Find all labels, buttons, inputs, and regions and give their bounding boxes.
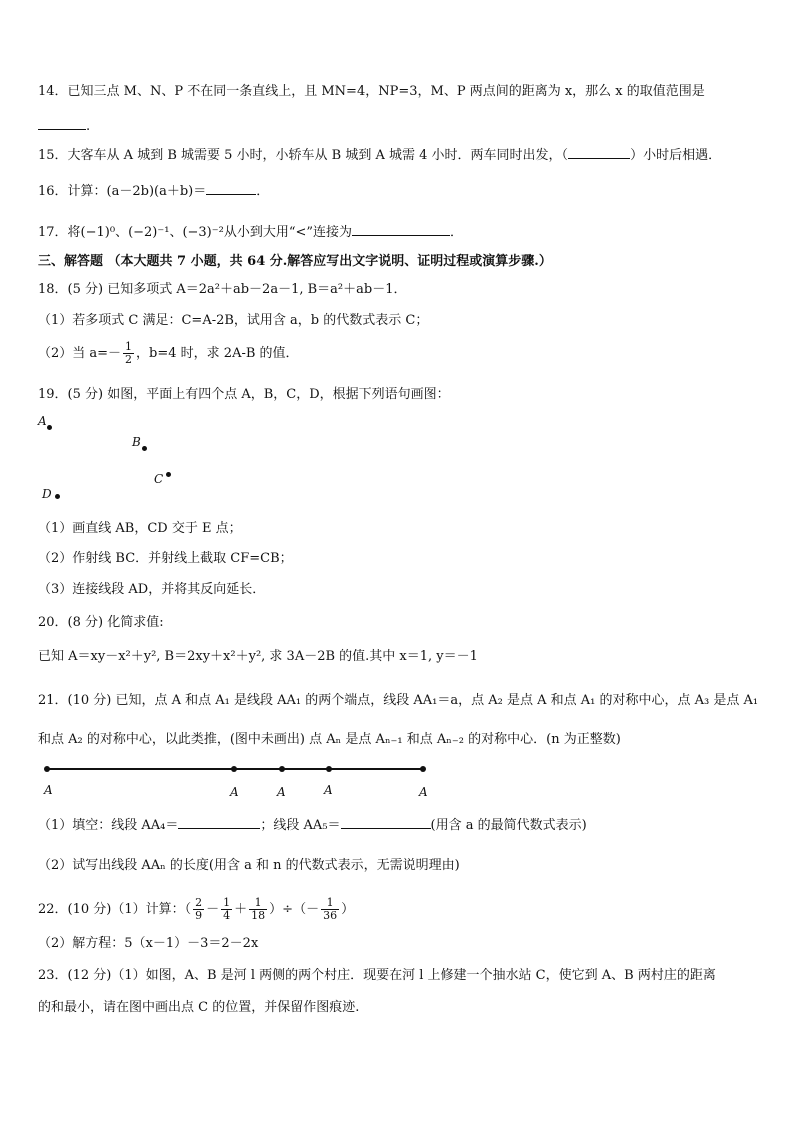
q22-op2: ＋ — [234, 902, 248, 917]
q22-op1: － — [206, 902, 220, 917]
seg-label-a: A — [44, 783, 53, 797]
q18-head: 18．(5 分) 已知多项式 A＝2a²＋ab－2a－1, B＝a²＋ab－1． — [38, 282, 407, 297]
q22-head: 22．(10 分)（1）计算：（ — [38, 902, 192, 917]
q22-mid: ）÷（－ — [269, 902, 320, 917]
q21-p1c: (用含 a 的最简代数式表示) — [430, 818, 587, 833]
segment-point-2 — [231, 766, 237, 772]
q18-p2b: ，b=4 时，求 2A-B 的值． — [136, 346, 299, 361]
q21-line1: 21．(10 分) 已知，点 A 和点 A₁ 是线段 AA₁ 的两个端点，线段 AA₁＝a，点 A₂ 是点 A 和点 A₁ 的对称中心，点 A₃ 是点 A₁ — [38, 693, 759, 708]
q21-part2: （2）试写出线段 AAₙ 的长度(用含 a 和 n 的代数式表示，无需说明理由) — [38, 858, 460, 873]
q22-part1 — [38, 897, 354, 922]
q21-aa5-blank[interactable] — [341, 816, 431, 829]
seg-label-3: A — [277, 785, 286, 799]
q21-line2: 和点 A₂ 的对称中心，以此类推，(图中未画出) 点 Aₙ 是点 Aₙ₋₁ 和点 Aₙ₋₂ 的对称中心．(n 为正整数) — [38, 732, 621, 747]
q20-body: 已知 A＝xy－x²＋y², B＝2xy＋x²＋y², 求 3A－2B 的值.其中 x＝1, y＝－1 — [38, 649, 478, 664]
q17-end: ． — [450, 225, 464, 240]
q22-close: ） — [341, 902, 355, 917]
q21-aa4-blank[interactable] — [178, 816, 260, 829]
section-3-heading: 三、解答题 （本大题共 7 小题，共 64 分.解答应写出文字说明、证明过程或演算步骤.） — [38, 254, 552, 269]
point-d-label: D — [42, 487, 52, 501]
point-a-label: A — [38, 414, 47, 428]
q18-p2a: （2）当 a=－ — [38, 346, 122, 361]
q19-part1: （1）画直线 AB，CD 交于 E 点； — [38, 521, 242, 536]
q14-end: . — [86, 119, 91, 134]
q16-end: ． — [256, 184, 270, 199]
q22-frac-2: $\frac{1}{4}$ — [223, 896, 231, 922]
seg-label-2: A — [230, 785, 239, 799]
q17-mid: 从小到大用“<”连接为 — [223, 225, 353, 240]
q16-text: 16．计算：(a－2b)(a＋b)＝ — [38, 184, 207, 199]
q21-p1a: （1）填空：线段 AA₄＝ — [38, 818, 179, 833]
q22-part2: （2）解方程：5（x－1）－3＝2－2x — [38, 936, 259, 951]
segment-point-3 — [279, 766, 285, 772]
q19-head: 19．(5 分) 如图，平面上有四个点 A，B，C，D，根据下列语句画图： — [38, 387, 450, 402]
segment-point-1 — [420, 766, 426, 772]
q22-frac-4: $\frac{1}{36}$ — [323, 896, 338, 922]
q19-part2: （2）作射线 BC．并射线上截取 CF=CB； — [38, 551, 293, 566]
q15-end: ）小时后相遇． — [630, 148, 722, 163]
q18-part1: （1）若多项式 C 满足：C=A-2B，试用含 a，b 的代数式表示 C； — [38, 313, 429, 328]
segment-point-a — [44, 766, 50, 772]
q19-part3: （3）连接线段 AD，并将其反向延长． — [38, 582, 266, 597]
q22-frac-1: $\frac{2}{9}$ — [195, 896, 203, 922]
point-c-label: C — [154, 472, 164, 486]
q17-pre: 17．将 — [38, 225, 81, 240]
q22-frac-3: $\frac{1}{18}$ — [251, 896, 266, 922]
seg-label-4: A — [324, 783, 333, 797]
q14-line1: 14．已知三点 M、N、P 不在同一条直线上，且 MN=4，NP=3，M、P 两点间的距离为 x，那么 x 的取值范围是 — [38, 84, 705, 99]
q23-line2: 的和最小，请在图中画出点 C 的位置，并保留作图痕迹. — [38, 1000, 360, 1015]
q21-part1 — [38, 816, 587, 835]
q20-head: 20．(8 分) 化简求值: — [38, 615, 164, 630]
q23-line1: 23．(12 分)（1）如图，A、B 是河 l 两侧的两个村庄．现要在河 l 上修建一个抽水站 C，使它到 A、B 两村庄的距离 — [38, 968, 716, 983]
point-b-label: B — [132, 435, 141, 449]
q15-text: 15．大客车从 A 城到 B 城需要 5 小时，小轿车从 B 城到 A 城需 4 小时．两车同时出发，（ — [38, 148, 569, 163]
segment-point-4 — [326, 766, 332, 772]
q17-exprs: (−1)⁰、(−2)⁻¹、(−3)⁻² — [80, 225, 224, 240]
q21-p1b: ；线段 AA₅＝ — [260, 818, 341, 833]
seg-label-1: A — [419, 785, 428, 799]
q18-fraction: $\frac{1}{2}$ — [125, 340, 133, 366]
